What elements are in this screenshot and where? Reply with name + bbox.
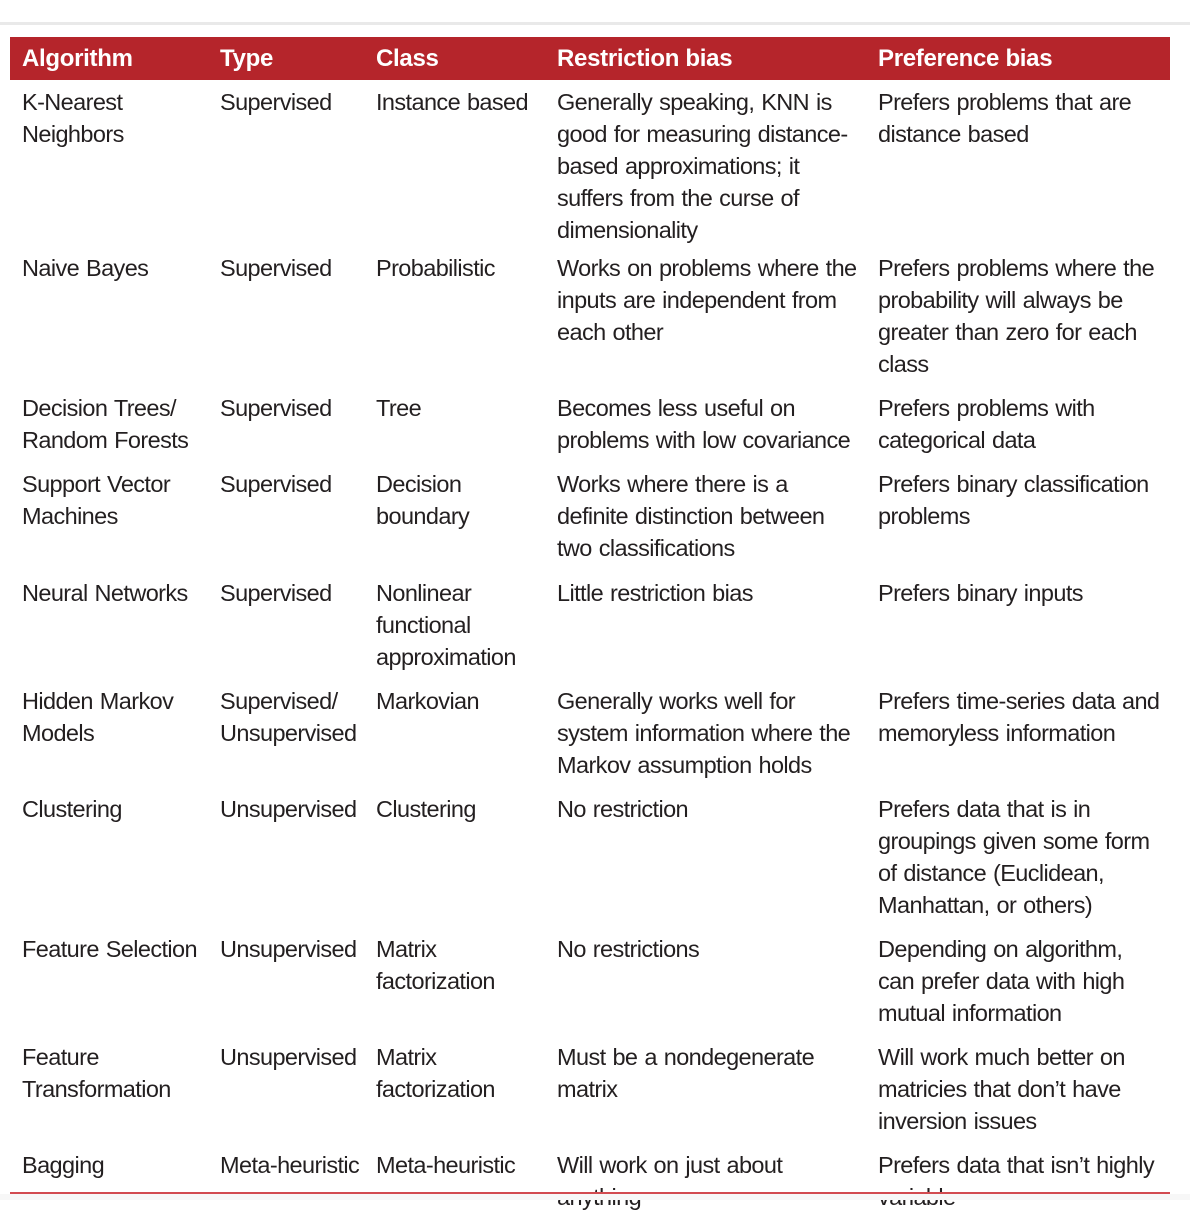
cell-preference-bias: Prefers problems that are distance based <box>878 89 1132 147</box>
cell-algorithm: Naive Bayes <box>22 255 149 281</box>
cell-preference-bias: Prefers time-series data and memoryless information <box>878 688 1160 746</box>
cell-preference-bias: Prefers binary classification problems <box>878 471 1149 529</box>
table-row <box>10 787 1170 927</box>
cell-algorithm: Feature Selection <box>22 936 197 962</box>
table-row <box>10 462 1170 571</box>
cell-preference-bias: Depending on algorithm, can prefer data with high mutual information <box>878 936 1125 1026</box>
cell-restriction-bias: No restriction <box>557 796 689 822</box>
cell-type: Supervised <box>220 471 332 497</box>
cell-restriction-bias: Becomes less useful on problems with low covariance <box>557 395 851 453</box>
cell-class: Markovian <box>376 688 480 714</box>
cell-restriction-bias: Works on problems where the inputs are independent from each other <box>557 255 857 345</box>
cell-restriction-bias: Will work on just about <box>557 1152 783 1178</box>
table-row <box>10 1035 1170 1143</box>
cell-restriction-bias: No restrictions <box>557 936 700 962</box>
cell-algorithm: Clustering <box>22 796 122 822</box>
cell-type: Supervised <box>220 255 332 281</box>
cell-restriction-bias: Generally works well for system information where the Markov assumption holds <box>557 688 851 778</box>
bottom-edge <box>0 1194 1190 1200</box>
top-divider <box>0 22 1190 25</box>
cell-algorithm: Decision Trees/ Random Forests <box>22 395 189 453</box>
cell-algorithm: K-Nearest Neighbors <box>22 89 124 147</box>
table-row <box>10 1143 1170 1219</box>
header-class: Class <box>364 37 545 80</box>
cell-preference-bias: Prefers problems with categorical data <box>878 395 1095 453</box>
table-row <box>10 679 1170 787</box>
cell-type: Unsupervised <box>220 936 357 962</box>
cell-class: Tree <box>376 395 422 421</box>
table-row <box>10 927 1170 1035</box>
cell-preference-bias: Will work much better on matricies that don’t have inversion issues <box>878 1044 1125 1134</box>
cell-class: Clustering <box>376 796 476 822</box>
table-row <box>10 571 1170 679</box>
cell-type: Supervised <box>220 580 332 606</box>
cell-restriction-bias: Generally speaking, KNN is good for measuring distance-based approximations; it suffers from the curse of dimensionality <box>557 89 848 243</box>
cell-class: Matrix factorization <box>376 1044 495 1102</box>
cell-class: Nonlinear functional approximation <box>376 580 516 670</box>
cell-preference-bias: Prefers problems where the probability will always be greater than zero for each class <box>878 255 1155 377</box>
cell-class: Decision boundary <box>376 471 470 529</box>
header-restriction-bias: Restriction bias <box>545 37 866 80</box>
cell-algorithm: Bagging <box>22 1152 105 1178</box>
cell-type: Meta-heuristic <box>220 1152 360 1178</box>
cell-type: Supervised/ Unsupervised <box>220 688 357 746</box>
cell-algorithm: Hidden Markov Models <box>22 688 174 746</box>
table-body <box>10 80 1170 1219</box>
cell-type: Unsupervised <box>220 796 357 822</box>
algorithm-comparison-table-wrapper <box>10 37 1170 1219</box>
cell-restriction-bias: Little restriction bias <box>557 580 753 606</box>
cell-class: Probabilistic <box>376 255 495 281</box>
cell-algorithm: Feature Transformation <box>22 1044 171 1102</box>
table-row <box>10 246 1170 386</box>
cell-type: Supervised <box>220 89 332 115</box>
cell-algorithm: Support Vector Machines <box>22 471 171 529</box>
table-row <box>10 386 1170 462</box>
cell-restriction-bias: Must be a nondegenerate matrix <box>557 1044 815 1102</box>
cell-type: Supervised <box>220 395 332 421</box>
table-row <box>10 80 1170 246</box>
cell-preference-bias: Prefers data that isn’t highly <box>878 1152 1154 1178</box>
table-header <box>10 37 1170 80</box>
cell-restriction-bias: Works where there is a definite distinction between two classifications <box>557 471 825 561</box>
cell-class: Matrix factorization <box>376 936 495 994</box>
header-type: Type <box>208 37 364 80</box>
cell-class: Meta-heuristic <box>376 1152 516 1178</box>
cell-preference-bias: Prefers data that is in groupings given some form of distance (Euclidean, Manhattan, or others) <box>878 796 1150 918</box>
header-preference-bias: Preference bias <box>866 37 1170 80</box>
header-row <box>10 37 1170 80</box>
cell-class: Instance based <box>376 89 528 115</box>
algorithm-comparison-table <box>10 37 1170 1219</box>
header-algorithm: Algorithm <box>10 37 208 80</box>
cell-algorithm: Neural Networks <box>22 580 188 606</box>
cell-type: Unsupervised <box>220 1044 357 1070</box>
cell-preference-bias: Prefers binary inputs <box>878 580 1083 606</box>
